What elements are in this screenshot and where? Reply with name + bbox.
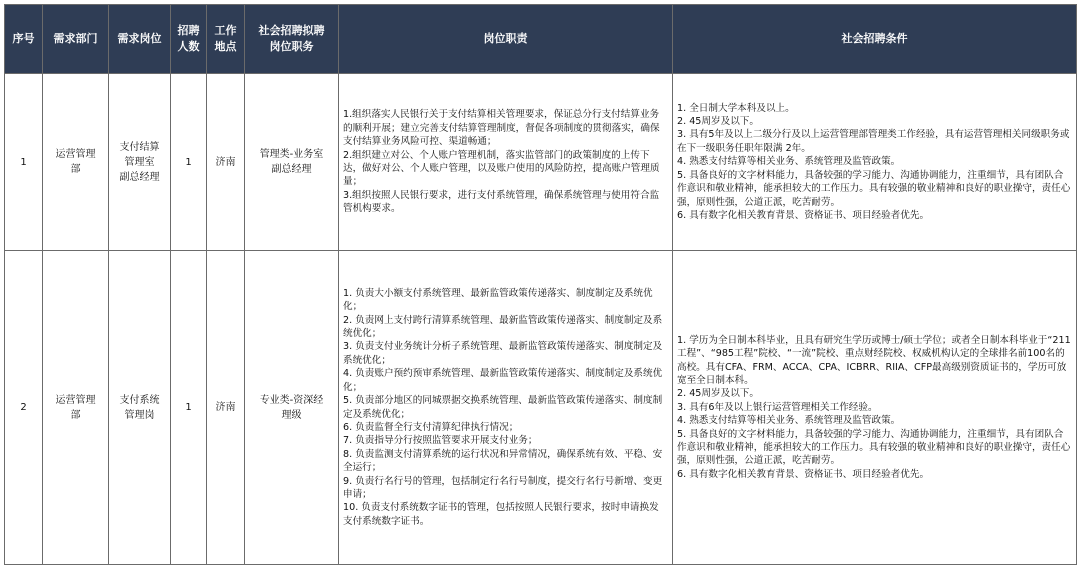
cell-count: 1 (171, 251, 207, 565)
header-post: 需求岗位 (109, 5, 171, 74)
requirement-item: 1. 学历为全日制本科毕业，且具有研究生学历或博士/硕士学位；或者全日制本科毕业于“211工程”、“985工程”院校、“一流”院校、重点财经院校、权威机构认定的全球排名前100名的高校。具有CFA、FRM、ACCA、CPA、ICBRR、RIIA、CFP最高级别资质证书的，学历可放宽至全日制本科。 (677, 334, 1071, 386)
table-row (5, 74, 1077, 251)
requirement-item: 2. 45周岁及以下。 (677, 388, 759, 400)
cell-dept: 运营管理 部 (43, 74, 109, 251)
requirement-item: 4. 熟悉支付结算等相关业务、系统管理及监管政策。 (677, 156, 901, 168)
header-seq: 序号 (5, 5, 43, 74)
requirement-item: 1. 全日制大学本科及以上。 (677, 102, 795, 114)
duty-item: 5. 负责部分地区的同城票据交换系统管理、最新监管政策传递落实、制度制定及系统优化； (343, 395, 663, 420)
recruitment-table-container (4, 4, 1076, 565)
header-row (5, 5, 1077, 74)
duty-item: 6. 负责监督全行支付清算纪律执行情况； (343, 421, 519, 433)
recruitment-table (4, 4, 1077, 565)
cell-rank: 专业类-资深经 理级 (245, 251, 339, 565)
header-count: 招聘 人数 (171, 5, 207, 74)
requirement-item: 5. 具备良好的文字材料能力，具备较强的学习能力、沟通协调能力，注重细节，具有团队合作意识和敬业精神，能承担较大的工作压力。具有较强的敬业精神和良好的职业操守，责任心强，原则性强，公道正派，吃苦耐劳。 (677, 428, 1071, 467)
duty-item: 7. 负责指导分行按照监管要求开展支付业务； (343, 435, 538, 447)
cell-requirements (673, 251, 1077, 565)
duty-item: 4. 负责账户预约预审系统管理、最新监管政策传递落实、制度制定及系统优化； (343, 368, 663, 393)
requirement-item: 2. 45周岁及以下。 (677, 116, 759, 128)
header-location: 工作 地点 (207, 5, 245, 74)
requirement-item: 4. 熟悉支付结算等相关业务、系统管理及监管政策。 (677, 415, 901, 427)
cell-duties (339, 74, 673, 251)
duty-item: 1.组织落实人民银行关于支付结算相关管理要求，保证总分行支付结算业务的顺利开展；建立完善支付结算管理制度，督促各项制度的贯彻落实，确保支付结算业务风险可控、渠道畅通； (343, 109, 660, 148)
header-duties: 岗位职责 (339, 5, 673, 74)
cell-count: 1 (171, 74, 207, 251)
requirement-item: 5. 具备良好的文字材料能力，具备较强的学习能力、沟通协调能力，注重细节，具有团队合作意识和敬业精神，能承担较大的工作压力。具有较强的敬业精神和良好的职业操守，责任心强，原则性强，公道正派，吃苦耐劳。 (677, 169, 1071, 208)
duty-item: 1. 负责大小额支付系统管理、最新监管政策传递落实、制度制定及系统优化； (343, 287, 653, 313)
requirement-item: 6. 具有数字化相关教育背景、资格证书、项目经验者优先。 (677, 209, 930, 221)
duty-item: 3.组织按照人民银行要求，进行支付系统管理，确保系统管理与使用符合监管机构要求。 (343, 189, 660, 215)
cell-post: 支付结算 管理室 副总经理 (109, 74, 171, 251)
duty-item: 2.组织建立对公、个人账户管理机制，落实监管部门的政策制度的上传下达，做好对公、个人账户管理，以及账户使用的风险防控，提高账户管理质量； (343, 149, 660, 188)
cell-location: 济南 (207, 74, 245, 251)
cell-requirements (673, 74, 1077, 251)
requirement-item: 3. 具有5年及以上二级分行及以上运营管理部管理类工作经验，具有运营管理相关同级职务或在下一级职务任职年限满 2年。 (677, 129, 1070, 154)
cell-seq: 1 (5, 74, 43, 251)
cell-post: 支付系统 管理岗 (109, 251, 171, 565)
duty-item: 10. 负责支付系统数字证书的管理，包括按照人民银行要求，按时申请换发支付系统数字证书。 (343, 502, 659, 527)
cell-duties (339, 251, 673, 565)
table-row (5, 251, 1077, 565)
header-requirements: 社会招聘条件 (673, 5, 1077, 74)
duty-item: 9. 负责行名行号的管理，包括制定行名行号制度，提交行名行号新增、变更申请； (343, 475, 663, 500)
requirement-item: 3. 具有6年及以上银行运营管理相关工作经验。 (677, 401, 878, 413)
duty-item: 2. 负责网上支付跨行清算系统管理、最新监管政策传递落实、制度制定及系统优化； (343, 314, 663, 340)
cell-dept: 运营管理 部 (43, 251, 109, 565)
cell-rank: 管理类-业务室 副总经理 (245, 74, 339, 251)
requirement-item: 6. 具有数字化相关教育背景、资格证书、项目经验者优先。 (677, 468, 930, 480)
header-dept: 需求部门 (43, 5, 109, 74)
duty-item: 3. 负责支付业务统计分析子系统管理、最新监管政策传递落实、制度制定及系统优化； (343, 341, 663, 366)
cell-location: 济南 (207, 251, 245, 565)
duty-item: 8. 负责监测支付清算系统的运行状况和异常情况，确保系统有效、平稳、安全运行； (343, 448, 663, 474)
header-rank: 社会招聘拟聘 岗位职务 (245, 5, 339, 74)
cell-seq: 2 (5, 251, 43, 565)
